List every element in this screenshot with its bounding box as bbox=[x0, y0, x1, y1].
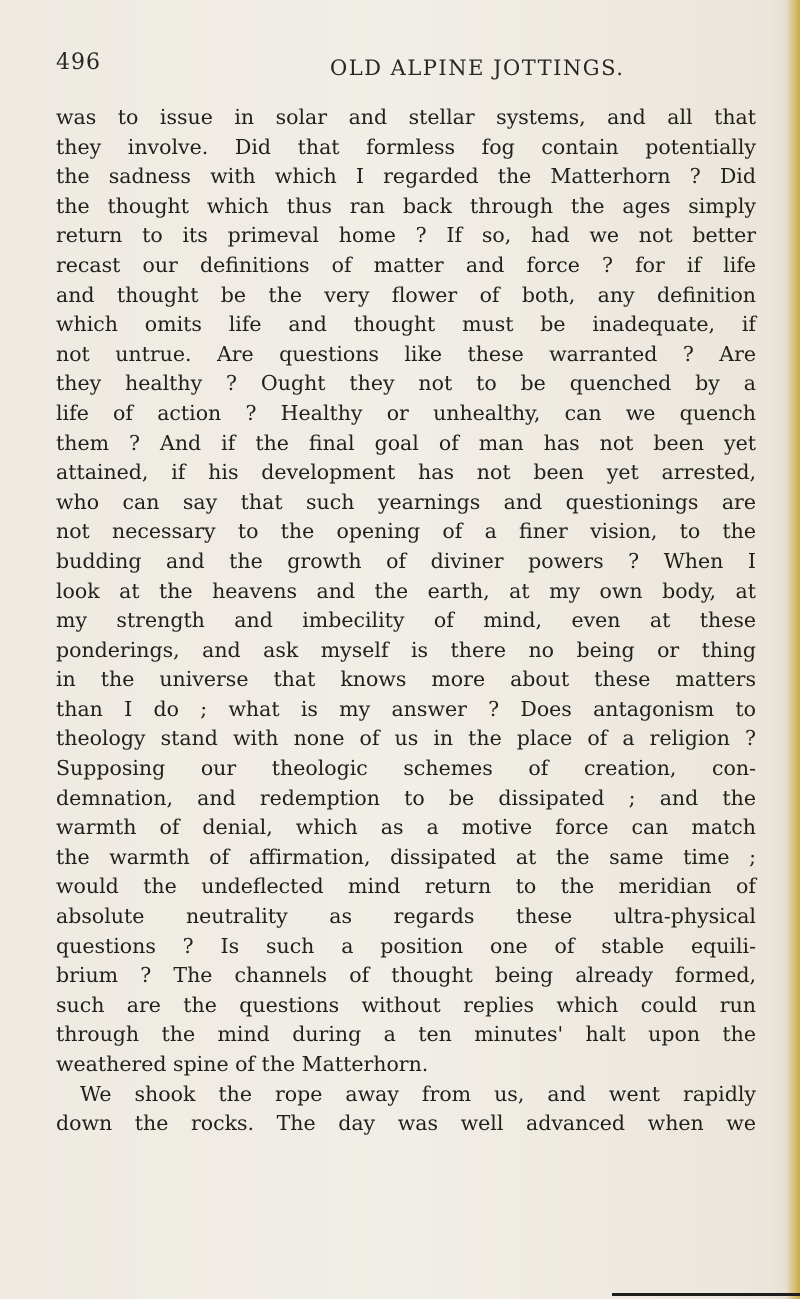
text-line: they healthy ? Ought they not to be quenched by a bbox=[56, 371, 756, 396]
text-line: not necessary to the opening of a finer vision, to the bbox=[56, 519, 756, 544]
text-line: they involve. Did that formless fog contain potentially bbox=[56, 134, 756, 159]
body-text bbox=[56, 103, 756, 1139]
text-line: questions ? Is such a position one of stable equili- bbox=[56, 933, 756, 958]
text-line: Supposing our theologic schemes of creation, con- bbox=[56, 756, 756, 781]
text-line: brium ? The channels of thought being already formed, bbox=[56, 963, 756, 988]
text-line: budding and the growth of diviner powers ? When I bbox=[56, 548, 756, 573]
text-line: through the mind during a ten minutes' halt upon the bbox=[56, 1022, 756, 1047]
text-line: theology stand with none of us in the place of a religion ? bbox=[56, 726, 756, 751]
text-line: such are the questions without replies which could run bbox=[56, 992, 756, 1017]
text-line: attained, if his development has not been yet arrested, bbox=[56, 460, 756, 485]
text-line: the thought which thus ran back through the ages simply bbox=[56, 193, 756, 218]
text-line: return to its primeval home ? If so, had we not better bbox=[56, 223, 756, 248]
text-line: and thought be the very flower of both, any definition bbox=[56, 282, 756, 307]
text-line: who can say that such yearnings and questionings are bbox=[56, 489, 756, 514]
text-line: which omits life and thought must be inadequate, if bbox=[56, 312, 756, 337]
text-line: not untrue. Are questions like these warranted ? Are bbox=[56, 341, 756, 366]
text-line: the sadness with which I regarded the Matterhorn ? Did bbox=[56, 164, 756, 189]
text-line: absolute neutrality as regards these ultra-physical bbox=[56, 904, 756, 929]
text-line: than I do ; what is my answer ? Does antagonism to bbox=[56, 696, 756, 721]
text-line: life of action ? Healthy or unhealthy, can we quench bbox=[56, 400, 756, 425]
text-line: my strength and imbecility of mind, even at these bbox=[56, 608, 756, 633]
running-title: OLD ALPINE JOTTINGS. bbox=[330, 56, 625, 80]
text-line: ponderings, and ask myself is there no being or thing bbox=[56, 637, 756, 662]
page-number: 496 bbox=[56, 50, 101, 75]
text-line: recast our definitions of matter and force ? for if life bbox=[56, 252, 756, 277]
page-edge-shadow bbox=[786, 0, 800, 1299]
text-line: them ? And if the final goal of man has not been yet bbox=[56, 430, 756, 455]
paragraph-start-line: We shook the rope away from us, and went rapidly bbox=[80, 1081, 756, 1106]
text-line: the warmth of affirmation, dissipated at the same time ; bbox=[56, 844, 756, 869]
text-line: demnation, and redemption to be dissipated ; and the bbox=[56, 785, 756, 810]
text-line: look at the heavens and the earth, at my own body, at bbox=[56, 578, 756, 603]
text-line: would the undeflected mind return to the meridian of bbox=[56, 874, 756, 899]
text-line: was to issue in solar and stellar systems, and all that bbox=[56, 105, 756, 129]
paragraph-end-line: weathered spine of the Matterhorn. bbox=[56, 1052, 429, 1076]
bottom-edge-rule bbox=[612, 1293, 800, 1296]
text-line: in the universe that knows more about these matters bbox=[56, 667, 756, 692]
text-line: down the rocks. The day was well advanced when we bbox=[56, 1111, 756, 1136]
text-line: warmth of denial, which as a motive force can match bbox=[56, 815, 756, 840]
